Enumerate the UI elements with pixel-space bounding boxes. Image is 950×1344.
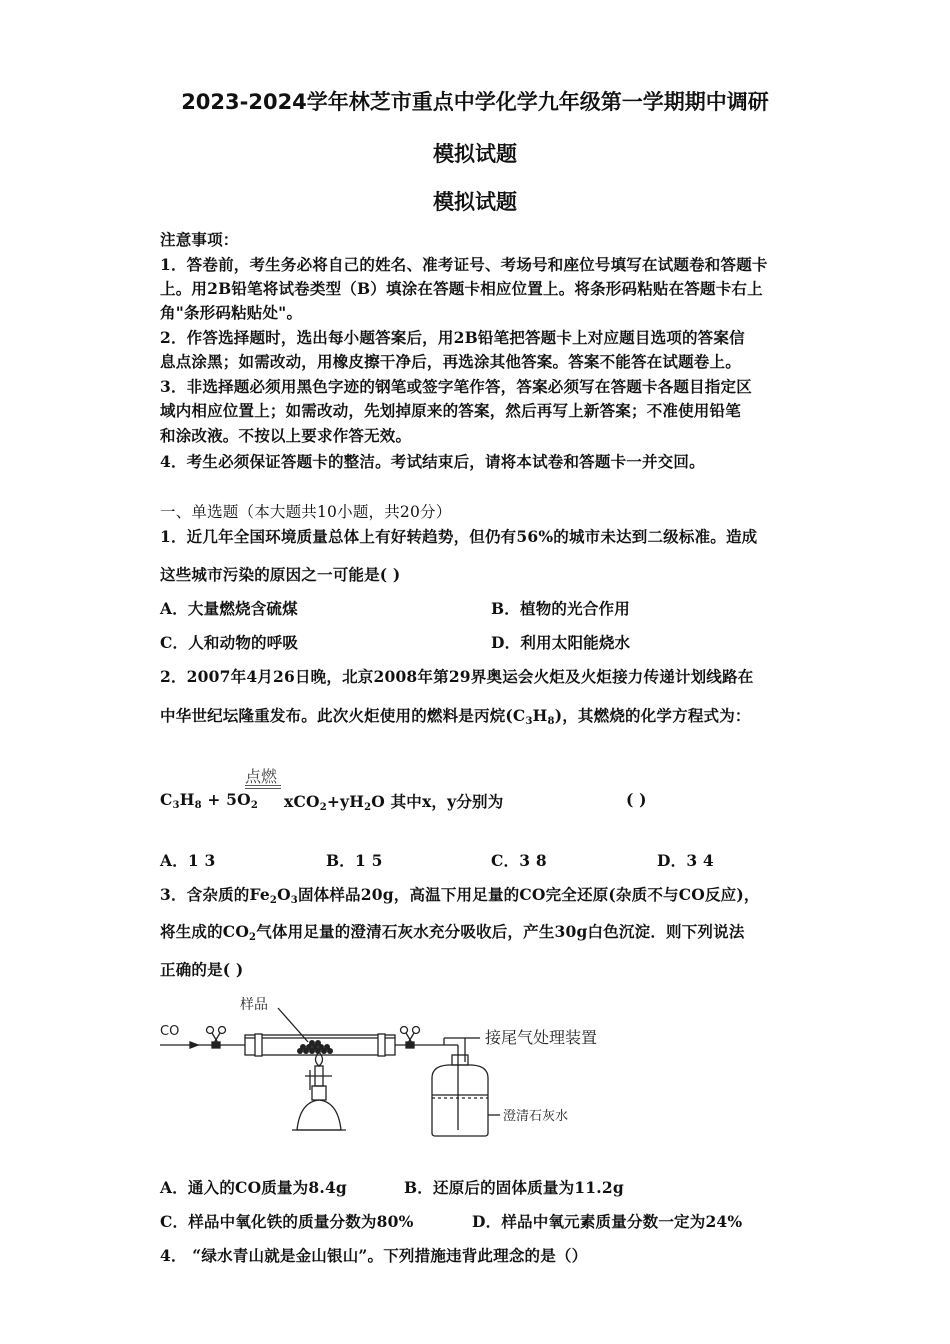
q3-stem-cont: 将生成的$CO_2$气体用足量的澄清石灰水充分吸收后，产生30g白色沉淀．则下列说法 (160, 922, 745, 943)
notice-heading: 注意事项： (160, 230, 239, 249)
notice-line: 2．作答选择题时，选出每小题答案后，用2B铅笔把答题卡上对应题目选项的答案信 (160, 328, 745, 347)
q3-option-a: A．通入的CO质量为8.4g (160, 1178, 347, 1197)
label-tail-gas: 接尾气处理装置 (485, 1028, 598, 1047)
equation-line (245, 788, 281, 789)
notice-line: 1．答卷前，考生务必将自己的姓名、准考证号、考场号和座位号填写在试题卷和答题卡 (160, 255, 768, 274)
notice-line: 3．非选择题必须用黑色字迹的钢笔或签字笔作答，答案必须写在答题卡各题目指定区 (160, 377, 752, 396)
section-heading: 一、单选题（本大题共10小题，共20分） (160, 503, 452, 521)
q1-option-c: C．人和动物的呼吸 (160, 633, 299, 652)
q1-option-d: D．利用太阳能烧水 (491, 633, 631, 652)
page-subtitle-repeat: 模拟试题 (433, 190, 517, 214)
q1-stem-cont: 这些城市污染的原因之一可能是( ) (160, 565, 401, 584)
apparatus-diagram (160, 990, 630, 1150)
equation-line (245, 785, 281, 786)
q2-option-a: A．1 3 (160, 851, 216, 870)
q1-stem: 1．近几年全国环境质量总体上有好转趋势，但仍有56%的城市未达到二级标准。造成 (160, 527, 758, 546)
equation-left: $C_3H_8 + 5O_2$ (160, 790, 258, 811)
q3-option-d: D．样品中氧元素质量分数一定为24% (472, 1212, 743, 1231)
notice-line: 角"条形码粘贴处"。 (160, 303, 303, 322)
q3-stem: 3．含杂质的$Fe_2O_3$固体样品20g，高温下用足量的CO完全还原(杂质不与CO反应)， (160, 885, 760, 906)
q2-option-c: C．3 8 (491, 851, 547, 870)
q1-option-a: A．大量燃烧含硫煤 (160, 599, 298, 618)
label-sample: 样品 (240, 997, 268, 1013)
page-subtitle: 模拟试题 (433, 142, 517, 166)
q4-stem: 4． “绿水青山就是金山银山”。下列措施违背此理念的是（） (160, 1246, 588, 1265)
page-title: 2023-2024学年林芝市重点中学化学九年级第一学期期中调研 (181, 90, 769, 114)
label-limewater: 澄清石灰水 (503, 1109, 569, 1124)
notice-line: 息点涂黑；如需改动，用橡皮擦干净后，再选涂其他答案。答案不能答在试题卷上。 (160, 352, 741, 371)
q3-option-c: C．样品中氧化铁的质量分数为80% (160, 1212, 414, 1231)
notice-line: 域内相应位置上；如需改动，先划掉原来的答案，然后再写上新答案；不准使用铅笔 (160, 401, 741, 420)
equation-right: $xCO_2+yH_2O$ 其中x，y分别为 (284, 792, 504, 813)
answer-blank: ( ) (626, 790, 647, 809)
q2-stem-cont: 中华世纪坛隆重发布。此次火炬使用的燃料是丙烷$(C_3H_8)$，其燃烧的化学方程式为： (160, 706, 751, 727)
reaction-condition: 点燃 (245, 767, 278, 786)
notice-line: 和涂改液。不按以上要求作答无效。 (160, 426, 412, 445)
notice-line: 上。用2B铅笔将试卷类型（B）填涂在答题卡相应位置上。将条形码粘贴在答题卡右上 (160, 279, 763, 298)
label-co: CO (160, 1024, 180, 1039)
q2-option-d: D．3 4 (657, 851, 714, 870)
q3-stem-end: 正确的是( ) (160, 960, 244, 979)
q2-stem: 2．2007年4月26日晚，北京2008年第29界奥运会火炬及火炬接力传递计划线路在 (160, 667, 754, 686)
q1-option-b: B．植物的光合作用 (491, 599, 630, 618)
notice-line: 4．考生必须保证答题卡的整洁。考试结束后，请将本试卷和答题卡一并交回。 (160, 452, 705, 471)
q2-option-b: B．1 5 (326, 851, 383, 870)
q3-option-b: B．还原后的固体质量为11.2g (404, 1178, 624, 1197)
